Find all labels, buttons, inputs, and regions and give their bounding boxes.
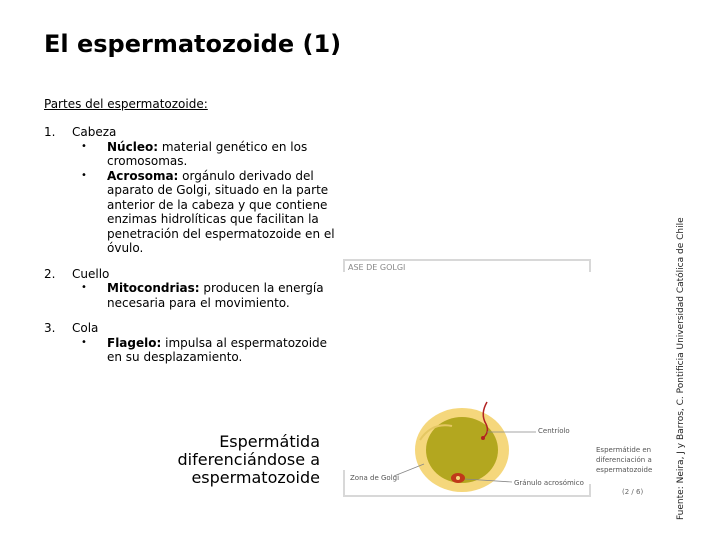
- side-line: Espermátide en: [596, 446, 652, 454]
- top-label: ASE DE GOLGI: [348, 263, 406, 272]
- detail-text: material genético en los cromosomas.: [107, 139, 308, 168]
- part-number: 2.: [44, 266, 56, 281]
- part-name: Cola: [72, 321, 99, 335]
- part-item: [44, 125, 344, 256]
- part-details: [72, 336, 344, 365]
- granule-core: [456, 476, 460, 480]
- detail-item: [81, 335, 344, 365]
- page-title: El espermatozoide (1): [44, 30, 342, 58]
- detail-item: [81, 281, 344, 310]
- detail-term: Acrosoma:: [107, 168, 179, 183]
- part-name: Cuello: [72, 266, 110, 281]
- part-details: [72, 281, 344, 310]
- part-number: 1.: [44, 125, 56, 139]
- part-name: Cabeza: [72, 125, 117, 139]
- detail-text: impulsa al espermatozoide en su desplazamiento.: [107, 335, 328, 364]
- detail-item: [81, 168, 344, 256]
- side-line: diferenciación a: [596, 456, 652, 464]
- side-description: [596, 446, 652, 474]
- source-credit: Fuente: Neira, J y Barros, C. Pontificia Universidad Católica de Chile: [676, 217, 686, 520]
- parts-list: [44, 125, 344, 376]
- section-subtitle: Partes del espermatozoide:: [44, 97, 208, 111]
- detail-item: [81, 139, 344, 169]
- granule-label: Gránulo acrosómico: [514, 479, 584, 487]
- bullet-icon: •: [81, 140, 87, 152]
- bullet-icon: •: [81, 169, 87, 181]
- centriole-label: Centríolo: [538, 427, 570, 435]
- bullet-icon: •: [81, 336, 87, 348]
- spermatid-figure: [340, 252, 670, 512]
- figure-caption: Espermátida diferenciándose a espermatozoide: [177, 432, 320, 487]
- figure-page: (2 / 6): [622, 488, 644, 496]
- part-details: [72, 140, 344, 256]
- part-number: 3.: [44, 321, 56, 335]
- detail-term: Núcleo:: [107, 139, 158, 154]
- part-item: [44, 321, 344, 365]
- bullet-icon: •: [81, 282, 87, 293]
- golgi-label: Zona de Golgi: [350, 474, 400, 482]
- side-line: espermatozoide: [596, 466, 653, 474]
- detail-text: orgánulo derivado del aparato de Golgi, situado en la parte anterior de la cabeza y que contiene enzimas hidrolíticas que facilitan la penetración del espermatozoide en el óvulo.: [107, 168, 335, 255]
- detail-term: Mitocondrias:: [107, 281, 200, 295]
- detail-term: Flagelo:: [107, 335, 162, 350]
- detail-text: producen la energía necesaria para el movimiento.: [107, 281, 324, 310]
- centriole-dot: [481, 436, 485, 440]
- part-item: [44, 267, 344, 311]
